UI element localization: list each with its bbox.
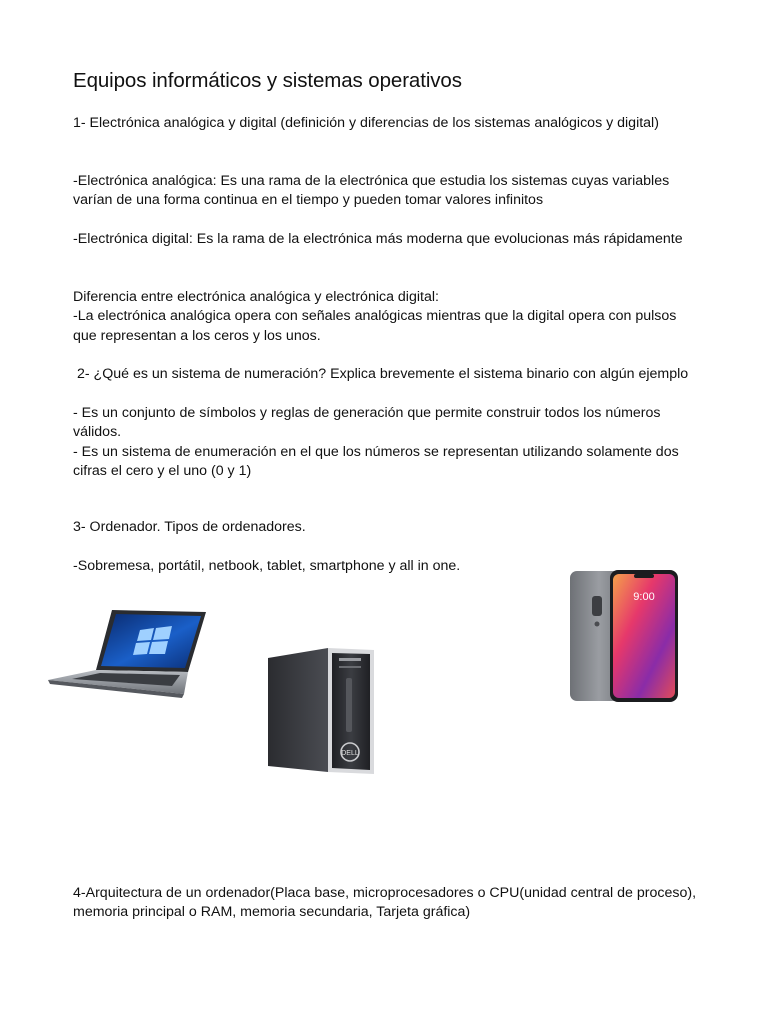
- section-2-points: [73, 404, 701, 482]
- document-title: Equipos informáticos y sistemas operativos: [73, 69, 462, 92]
- section-1-heading: 1- Electrónica analógica y digital (definición y diferencias de los sistemas analógicos y digital): [73, 115, 659, 131]
- svg-text:DELL: DELL: [341, 750, 359, 757]
- smartphone-image: [568, 568, 680, 704]
- binary-definition: - Es un sistema de enumeración en el que los números se representan utilizando solamente dos cifras el cero y el uno (0 y 1): [73, 443, 679, 480]
- section-3-heading: 3- Ordenador. Tipos de ordenadores.: [73, 519, 306, 535]
- differences-heading: Diferencia entre electrónica analógica y electrónica digital:: [73, 289, 439, 305]
- numeration-definition: - Es un conjunto de símbolos y reglas de generación que permite construir todos los números válidos.: [73, 405, 661, 441]
- digital-definition: -Electrónica digital: Es la rama de la electrónica más moderna que evolucionas más rápidamente: [73, 231, 683, 247]
- laptop-image: [46, 606, 210, 706]
- differences-text: -La electrónica analógica opera con señales analógicas mientras que la digital opera con pulsos que representan a los ceros y los unos.: [73, 308, 677, 344]
- analog-definition: -Electrónica analógica: Es una rama de la electrónica que estudia los sistemas cuyas variables varían de una forma continua en el tiempo y pueden tomar valores infinitos: [73, 173, 670, 209]
- desktop-tower-image: [262, 644, 380, 778]
- phone-clock: 9:00: [633, 591, 655, 603]
- section-2-block: [77, 365, 705, 384]
- computer-types: -Sobremesa, portátil, netbook, tablet, smartphone y all in one.: [73, 558, 461, 574]
- section-2-heading: 2- ¿Qué es un sistema de numeración? Explica brevemente el sistema binario con algún ejemplo: [77, 366, 689, 382]
- section-4-heading: 4-Arquitectura de un ordenador(Placa base, microprocesadores o CPU(unidad central de proceso), memoria principal o RAM, memoria secundaria, Tarjeta gráfica): [73, 885, 697, 921]
- differences-block: [73, 288, 701, 346]
